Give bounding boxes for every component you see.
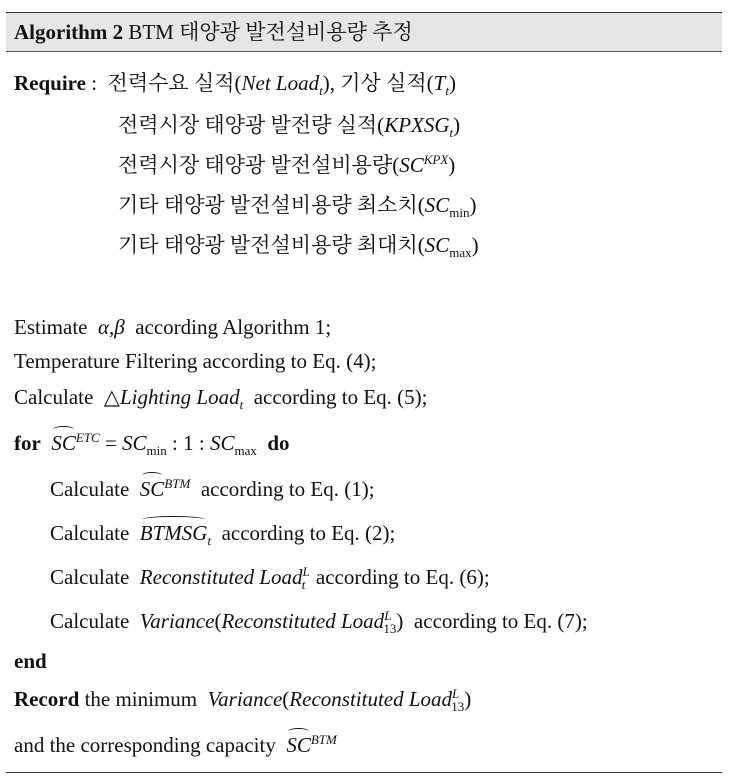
record-text: the minimum — [84, 687, 198, 711]
step-post: according to Eq. (6); — [315, 565, 490, 589]
loop-body-1 — [50, 476, 375, 502]
require-item-math: SC — [399, 153, 424, 177]
temperature-step — [14, 348, 376, 374]
require-item-sup: KPX — [423, 152, 449, 167]
require-line-4 — [118, 192, 477, 218]
require-colon: : — [91, 71, 98, 95]
require-keyword: Require — [14, 71, 86, 95]
algorithm-box — [6, 12, 722, 775]
require-item-tail: ) — [471, 233, 479, 257]
require-line-3 — [118, 152, 455, 178]
loop-hi-sub: max — [234, 443, 257, 458]
step-sup: L — [302, 564, 310, 579]
step-sup: BTM — [164, 476, 191, 491]
end-keyword: end — [14, 649, 47, 673]
delta-symbol: △ — [103, 385, 120, 409]
require-item-tail: ) — [453, 113, 461, 137]
step-post: according to Eq. (5); — [253, 385, 428, 409]
require-item-math2: T — [433, 71, 446, 95]
lighting-step — [14, 384, 427, 410]
step-pre: Calculate — [14, 385, 94, 409]
step-math: Lighting Load — [119, 385, 240, 409]
require-item-sub: max — [449, 245, 472, 260]
loop-body-3 — [50, 564, 490, 590]
step-pre: Calculate — [50, 521, 130, 545]
step-sub: t — [239, 397, 244, 412]
step-post: according to Eq. (7); — [413, 609, 588, 633]
require-line-5 — [118, 232, 479, 258]
loop-eq: = — [104, 431, 117, 455]
record-sup2: BTM — [310, 732, 337, 747]
step-pre: Estimate — [14, 315, 88, 339]
step-pre: Calculate — [50, 477, 130, 501]
step-math: Reconstituted Load — [139, 565, 303, 589]
require-item-math: Net Load — [241, 71, 320, 95]
require-item-text: 기타 태양광 발전설비용량 최소치( — [118, 193, 425, 217]
loop-lo: SC — [122, 431, 147, 455]
record-sup: L — [452, 686, 460, 701]
require-line-1 — [14, 70, 456, 96]
step-sub: 13 — [383, 621, 397, 636]
require-item-sub: t — [319, 83, 323, 98]
record-math2: SC — [286, 733, 311, 757]
step-pre: Calculate — [50, 565, 130, 589]
step-post: according Algorithm 1; — [135, 315, 332, 339]
require-item-text: 전력시장 태양광 발전설비용량( — [118, 153, 400, 177]
loop-hi: SC — [209, 431, 235, 455]
step-math: SC — [139, 477, 165, 501]
require-item-math: KPXSG — [384, 113, 450, 137]
record-line-2 — [14, 732, 337, 758]
record-line: Record the minimum Variance(Reconstituted Load$^L_{13}$) — [14, 686, 472, 714]
step-math: Variance — [139, 609, 215, 633]
loop-var-sup: ETC — [75, 430, 100, 445]
require-item-math: SC — [424, 193, 450, 217]
require-item-math: SC — [424, 233, 450, 257]
require-item-sub: t — [449, 125, 454, 140]
step-post: according to Eq. (2); — [221, 521, 396, 545]
record-line2-text: and the corresponding capacity — [14, 733, 276, 757]
loop-var: SC — [51, 431, 76, 455]
record-inner: Reconstituted Load — [289, 687, 453, 711]
require-item-sub: min — [449, 205, 470, 220]
require-item-text: 기타 태양광 발전설비용량 최대치( — [118, 233, 425, 257]
step-sub: t — [207, 533, 212, 548]
estimate-step — [14, 314, 331, 340]
bottom-rule — [6, 772, 722, 773]
algorithm-header — [6, 13, 722, 52]
loop-step: : 1 : — [172, 431, 205, 455]
for-keyword: for — [14, 431, 41, 455]
algorithm-label: Algorithm 2 — [14, 20, 124, 44]
require-item-tail: ) — [469, 193, 477, 217]
step-math: α,β — [97, 315, 125, 339]
record-keyword: Record — [14, 687, 80, 711]
step-text: Temperature Filtering according to Eq. (4); — [14, 349, 377, 373]
loop-body-4: Calculate Variance(Reconstituted Load$^L_{13}$) according to Eq. (7); — [50, 608, 588, 636]
step-inner: Reconstituted Load — [221, 609, 385, 633]
end-line — [14, 648, 47, 674]
require-line-2 — [118, 112, 460, 138]
step-math: BTMSG — [139, 521, 208, 545]
require-item-sub2: t — [445, 83, 449, 98]
step-pre: Calculate — [50, 609, 130, 633]
require-item-tail2: ) — [448, 71, 456, 95]
step-sup: L — [384, 608, 392, 623]
for-line — [14, 430, 290, 456]
require-item-text: 전력시장 태양광 발전량 실적( — [118, 113, 385, 137]
do-keyword: do — [267, 431, 290, 455]
require-item-tail: ), 기상 실적( — [322, 71, 434, 95]
algorithm-title: BTM 태양광 발전설비용량 추정 — [128, 20, 413, 44]
require-item-tail: ) — [448, 153, 456, 177]
step-sub: t — [301, 577, 306, 592]
step-post: according to Eq. (1); — [200, 477, 375, 501]
record-sub: 13 — [451, 699, 465, 714]
loop-lo-sub: min — [146, 443, 167, 458]
loop-body-2 — [50, 520, 395, 546]
record-math: Variance — [207, 687, 283, 711]
require-item-text: 전력수요 실적( — [107, 71, 242, 95]
